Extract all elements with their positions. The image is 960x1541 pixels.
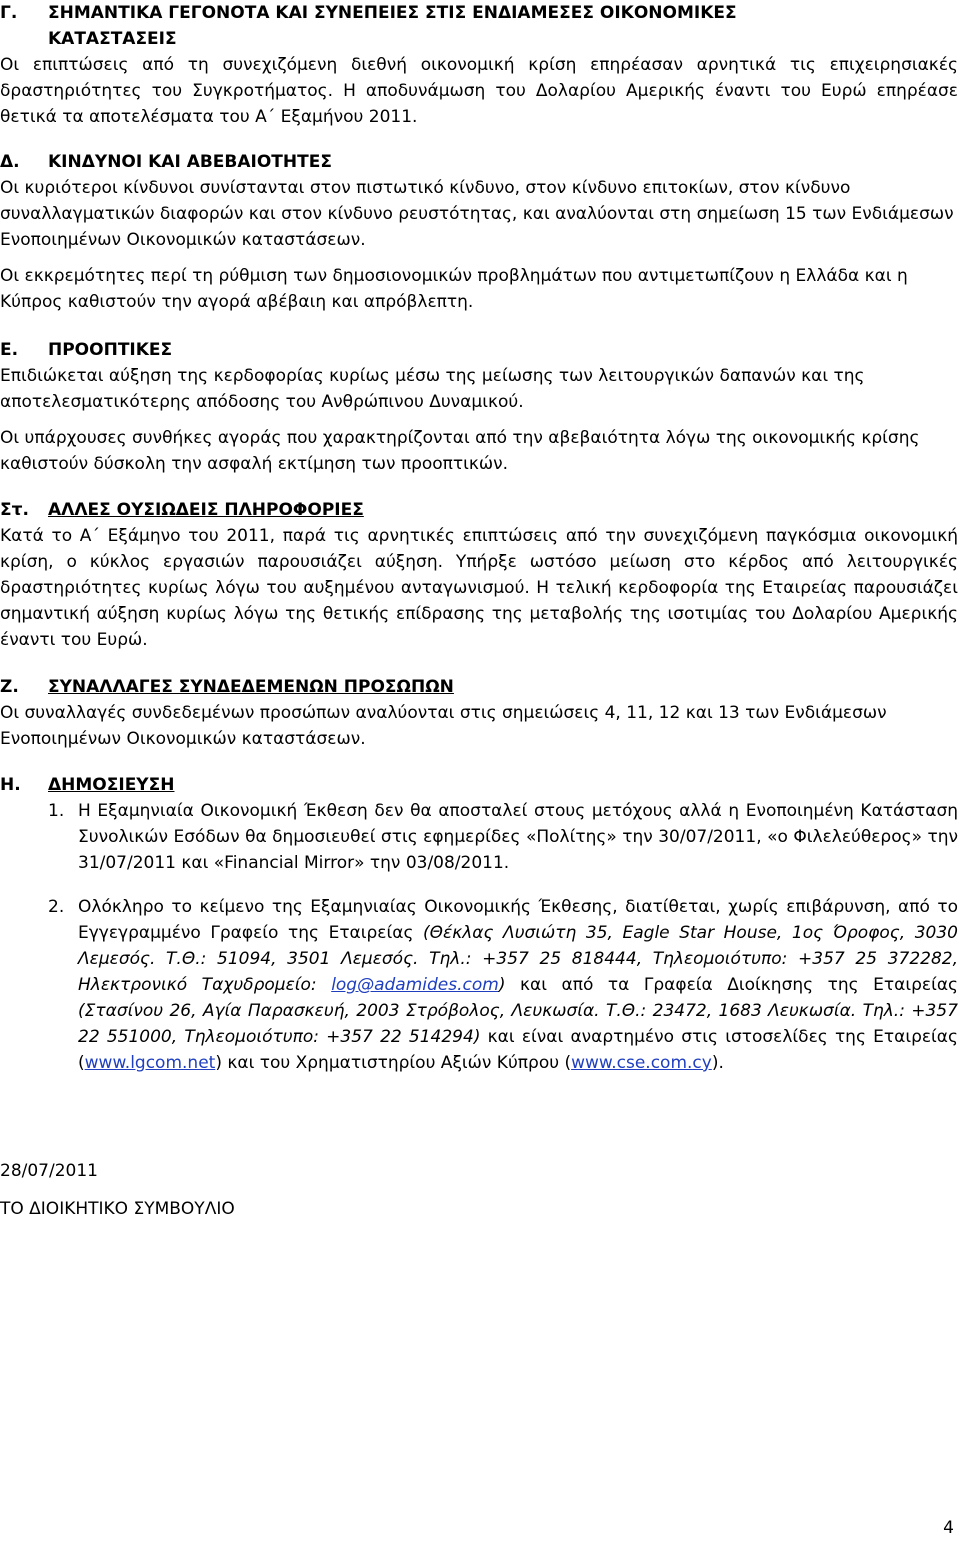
section-paragraph: Οι επιπτώσεις από τη συνεχιζόμενη διεθνή οικονομική κρίση επηρέασαν αρνητικά τις επιχειρησιακές δραστηριότητες του Συγκροτήματος. Η αποδυνάμωση του Δολαρίου Αμερικής έναντι του Ευρώ επηρέασε θετικά τα αποτελέσματα του Α΄ Εξαμήνου 2011. [0,55,958,127]
email-link[interactable]: log@adamides.com [331,975,499,995]
cse-website-link[interactable]: www.cse.com.cy [571,1053,712,1073]
section-title: ΠΡΟΟΠΤΙΚΕΣ [48,340,173,360]
section-letter: Ε. [0,340,19,360]
list-item-number: 2. [48,897,65,917]
section-z [0,674,958,752]
section-h [0,772,958,1076]
section-paragraph: Οι εκκρεμότητες περί τη ρύθμιση των δημοσιονομικών προβλημάτων που αντιμετωπίζουν η Ελλάδα και η Κύπρος καθιστούν την αγορά αβέβαιη και απρόβλεπτη. [0,266,908,312]
section-title: ΣΥΝΑΛΛΑΓΕΣ ΣΥΝΔΕΔΕΜΕΝΩΝ ΠΡΟΣΩΠΩΝ [48,677,454,697]
section-paragraph: Οι υπάρχουσες συνθήκες αγοράς που χαρακτηρίζονται από την αβεβαιότητα λόγω της οικονομικής κρίσης καθιστούν δύσκολη την ασφαλή εκτίμηση των προοπτικών. [0,428,920,474]
section-title: ΚΙΝΔΥΝΟΙ ΚΑΙ ΑΒΕΒΑΙΟΤΗΤΕΣ [48,152,332,172]
section-d [0,149,958,315]
section-letter: Στ. [0,500,29,520]
item-text-part: Ολόκληρο το κείμενο της Εξαμηνιαίας Οικονομικής Έκθεσης, διατίθεται, χωρίς επιβάρυνση, από το Εγγεγραμμένο Γραφείο της Εταιρείας [78,897,958,943]
item-text-part: και από τα Γραφεία Διοίκησης της Εταιρείας [505,975,959,995]
list-item [48,798,958,876]
section-letter: Η. [0,775,21,795]
section-title-continued: ΚΑΤΑΣΤΑΣΕΙΣ [48,29,177,49]
section-st [0,497,958,653]
item-text-part: ). [711,1053,724,1073]
section-paragraph: Οι συναλλαγές συνδεδεμένων προσώπων αναλύονται στις σημειώσεις 4, 11, 12 και 13 των Ενδιάμεσων Ενοποιημένων Οικονομικών καταστάσεων. [0,703,887,749]
list-item-text: Η Εξαμηνιαία Οικονομική Έκθεση δεν θα αποσταλεί στους μετόχους αλλά η Ενοποιημένη Κατάσταση Συνολικών Εσόδων θα δημοσιευθεί στις εφημερίδες «Πολίτης» την 30/07/2011, «ο Φιλελεύθερος» την 31/07/2011 και «Financial Mirror» την 03/08/2011. [78,801,958,873]
item-text-part: ) και του Χρηματιστηρίου Αξιών Κύπρου ( [215,1053,572,1073]
section-title: ΔΗΜΟΣΙΕΥΣΗ [48,775,175,795]
item-text-part: και είναι αναρτημένο στις ιστοσελίδες της Εταιρείας ( [78,1027,958,1073]
signature-block: ΤΟ ΔΙΟΙΚΗΤΙΚΟ ΣΥΜΒΟΥΛΙΟ [0,1199,235,1219]
section-letter: Δ. [0,152,20,172]
company-website-link[interactable]: www.lgcom.net [84,1053,216,1073]
page-number: 4 [943,1518,954,1538]
section-letter: Ζ. [0,677,19,697]
section-paragraph: Επιδιώκεται αύξηση της κερδοφορίας κυρίως μέσω της μείωσης των λειτουργικών δαπανών και της αποτελεσματικότερης απόδοσης του Ανθρώπινου Δυναμικού. [0,366,865,412]
section-g [0,0,958,130]
administration-office-address: (Στασίνου 26, Αγία Παρασκευή, 2003 Στρόβολος, Λευκωσία. Τ.Θ.: 23472, 1683 Λευκωσία. Τηλ.: +357 22 551000, Τηλεομοιότυπο: +357 22 514294) [78,1001,958,1047]
list-item-text [78,894,958,1076]
section-title: ΑΛΛΕΣ ΟΥΣΙΩΔΕΙΣ ΠΛΗΡΟΦΟΡΙΕΣ [48,500,364,520]
section-letter: Γ. [0,3,18,23]
section-e [0,337,958,477]
report-date: 28/07/2011 [0,1161,98,1181]
section-title: ΣΗΜΑΝΤΙΚΑ ΓΕΓΟΝΟΤΑ ΚΑΙ ΣΥΝΕΠΕΙΕΣ ΣΤΙΣ ΕΝΔΙΑΜΕΣΕΣ ΟΙΚΟΝΟΜΙΚΕΣ [48,3,737,23]
section-paragraph: Κατά το Α΄ Εξάμηνο του 2011, παρά τις αρνητικές επιπτώσεις από την συνεχιζόμενη παγκόσμια οικονομική κρίση, ο κύκλος εργασιών παρουσιάζει αύξηση. Υπήρξε ωστόσο μείωση στο κέρδος από λειτουργικές δραστηριότητες κυρίως λόγω του αυξημένου ανταγωνισμού. Η τελική κερδοφορία της Εταιρείας παρουσιάζει σημαντική αύξηση κυρίως λόγω της θετικής επίδρασης της μεταβολής της ισοτιμίας του Δολαρίου Αμερικής έναντι του Ευρώ. [0,526,958,650]
registered-office-address: (Θέκλας Λυσιώτη 35, Eagle Star House, 1ος Όροφος, 3030 Λεμεσός. Τ.Θ.: 51094, 3501 Λεμεσός. Τηλ.: +357 25 818444, Τηλεομοιότυπο: +357 25 372282, Ηλεκτρονικό Ταχυδρομείο: log@adamides.com) [78,923,958,995]
list-item [48,894,958,1076]
list-item-number: 1. [48,801,65,821]
section-paragraph: Οι κυριότεροι κίνδυνοι συνίστανται στον πιστωτικό κίνδυνο, στον κίνδυνο επιτοκίων, στον κίνδυνο συναλλαγματικών διαφορών και στον κίνδυνο ρευστότητας, και αναλύονται στη σημείωση 15 των Ενδιάμεσων Ενοποιημένων Οικονομικών καταστάσεων. [0,178,954,250]
